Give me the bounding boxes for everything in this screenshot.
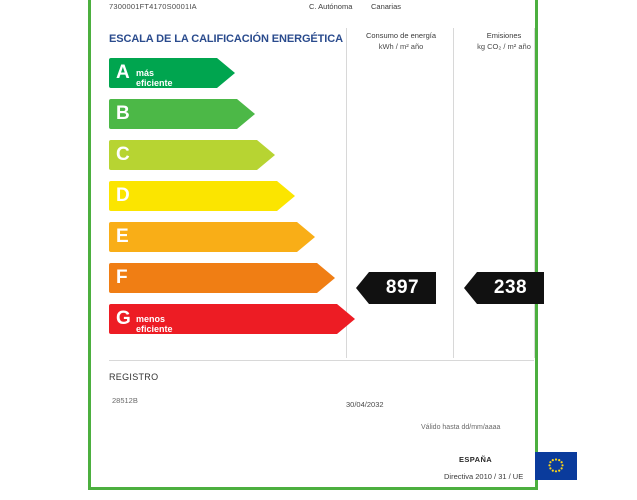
- scale-bar-f-letter: F: [116, 267, 128, 288]
- scale-bar-f-arrow: [317, 263, 335, 293]
- column-header-consumo-unit: kWh / m² año: [378, 42, 424, 51]
- scale-bar-c-letter: C: [116, 144, 130, 165]
- rating-value-consumo: 897: [369, 272, 436, 304]
- registro-date: 30/04/2032: [346, 400, 384, 409]
- scale-bar-c-arrow: [257, 140, 275, 170]
- column-header-consumo-title: Consumo de energía: [365, 31, 437, 40]
- scale-bar-a-letter: A: [116, 62, 130, 83]
- scale-bar-g-arrow: [337, 304, 355, 334]
- scale-bar-g-note: menos eficiente: [136, 314, 173, 334]
- registro-title: REGISTRO: [109, 372, 159, 382]
- page-title: ESCALA DE LA CALIFICACIÓN ENERGÉTICA: [109, 33, 343, 45]
- scale-bar-b-letter: B: [116, 103, 130, 124]
- column-header-consumo: [353, 30, 449, 52]
- registro-validity: Válido hasta dd/mm/aaaa: [421, 424, 501, 431]
- footer-directive: Directiva 2010 / 31 / UE: [444, 472, 524, 481]
- reference-code: 7300001FT4170S0001IA: [109, 2, 197, 11]
- scale-bar-e-letter: E: [116, 226, 129, 247]
- certificate-content: [91, 0, 535, 492]
- scale-bar-c-body: [109, 140, 257, 170]
- comunidad-autonoma-value: Canarias: [371, 2, 402, 11]
- rating-value-emisiones: 238: [477, 272, 544, 304]
- table-divider-middle: [453, 28, 454, 358]
- scale-bar-a-arrow: [217, 58, 235, 88]
- header-row: [109, 2, 529, 18]
- registro-divider: [109, 360, 534, 361]
- scale-bar-e-body: [109, 222, 297, 252]
- energy-scale-bars: [109, 58, 349, 358]
- scale-bar-a-note: más eficiente: [136, 68, 173, 88]
- table-divider-right: [534, 28, 535, 358]
- eu-flag-icon: [535, 452, 577, 480]
- scale-bar-b-arrow: [237, 99, 255, 129]
- column-header-emisiones-unit: kg CO₂ / m² año: [477, 42, 531, 51]
- column-header-emisiones-title: Emisiones: [486, 31, 522, 40]
- footer-country: ESPAÑA: [459, 455, 493, 464]
- scale-bar-d-body: [109, 181, 277, 211]
- comunidad-autonoma-label: C. Autónoma: [309, 2, 353, 11]
- scale-bar-d-arrow: [277, 181, 295, 211]
- registro-number: 28512B: [112, 396, 138, 405]
- scale-bar-g-letter: G: [116, 308, 131, 329]
- scale-bar-e-arrow: [297, 222, 315, 252]
- scale-bar-f-body: [109, 263, 317, 293]
- scale-bar-d-letter: D: [116, 185, 130, 206]
